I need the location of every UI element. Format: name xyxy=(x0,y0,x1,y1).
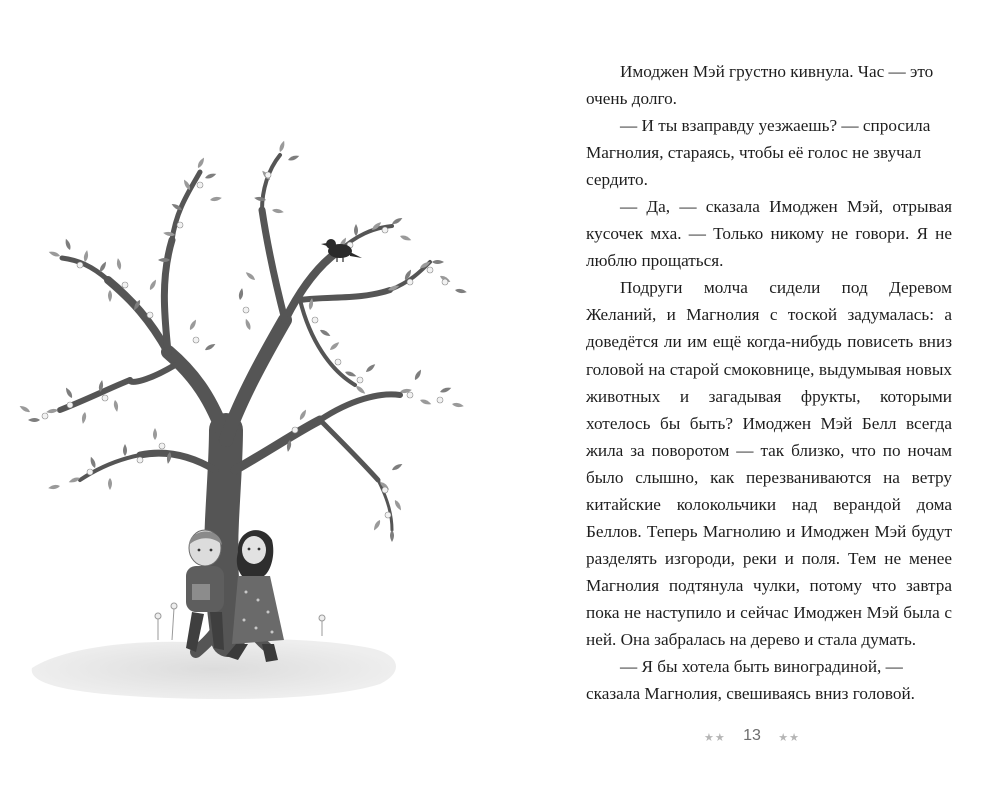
tree-foliage xyxy=(19,140,468,542)
paragraph: Имоджен Мэй грустно кивнула. Час — это очень долго. xyxy=(586,62,934,109)
body-text xyxy=(586,58,952,707)
girl-left xyxy=(186,530,224,652)
paragraph: — И ты взаправду уезжаешь? — спросила Магнолия, стараясь, чтобы её голос не звучал сердито. xyxy=(586,116,931,190)
paragraph: — Я бы хотела быть виноградиной, — сказала Магнолия, свешиваясь вниз головой. xyxy=(586,657,915,704)
star-ornament-left: ★★ xyxy=(704,732,726,744)
star-ornament-right: ★★ xyxy=(778,732,800,744)
right-page xyxy=(500,0,1000,789)
page-number: 13 xyxy=(743,727,761,744)
paragraph: Подруги молча сидели под Деревом Желаний, и Магнолия с тоской задумалась: а доведётся ли им ещё когда-нибудь повисеть вниз головой на старой смоковнице, выдумывая новых животных и загадывая фрукты, которыми хотелось бы быть? Имоджен Мэй Белл всегда жила за поворотом — так близко, что по ночам было слышно, как перезваниваются на ветру китайские колокольчики над верандой дома Беллов. Теперь Магнолию и Имоджен Мэй будут разделять изгороди, реки и поля. Тем не менее Магнолия подтянула чулки, потому что завтра пока не наступило и сейчас Имоджен Мэй была с ней. Она забралась на дерево и стала думать. xyxy=(586,278,952,649)
folio-group xyxy=(704,724,800,754)
paragraph: — Да, — сказала Имоджен Мэй, отрывая кусочек мха. — Только никому не говори. Я не люблю прощаться. xyxy=(586,197,952,271)
